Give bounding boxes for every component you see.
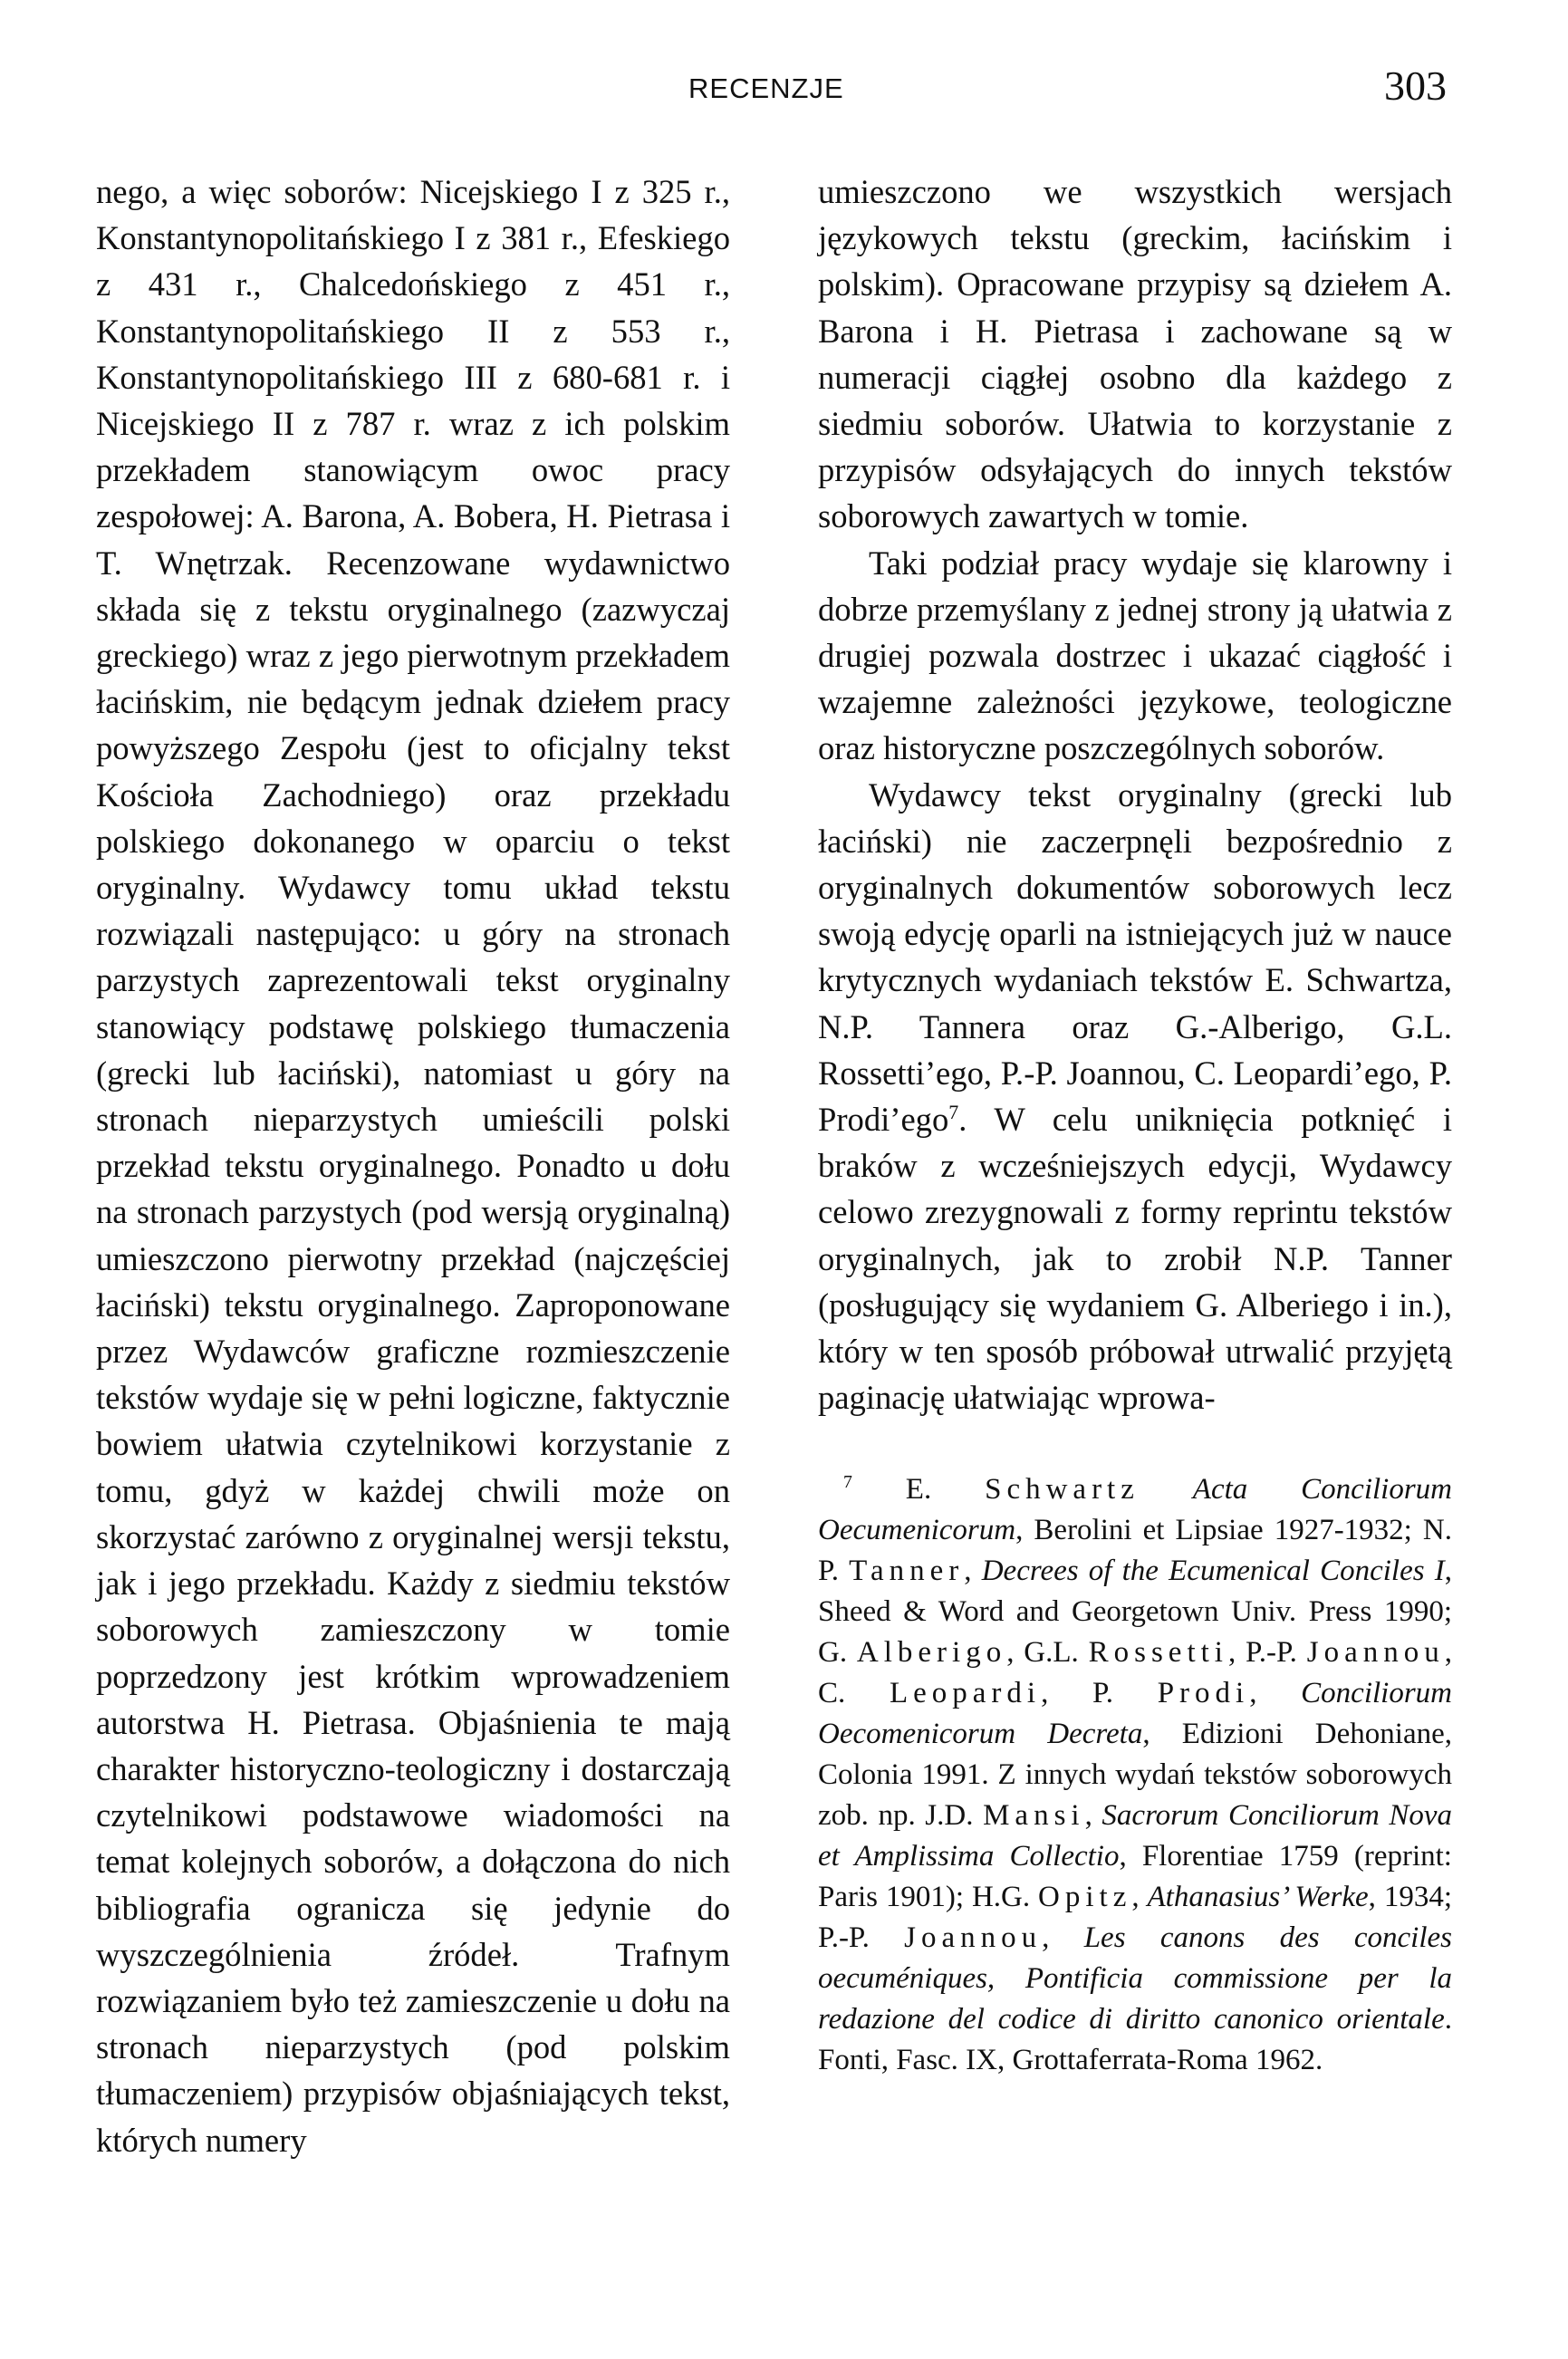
author-name: Joannou [904, 1921, 1043, 1955]
footnote-text: , [1131, 1881, 1148, 1914]
work-title: Les canons des conciles oecuméniques, Pontificia commissione per la redazione del codice di diritto canonico orientale [818, 1921, 1452, 2036]
footnote-text: , Edizioni Dehoniane, Colonia 1991. Z innych wydań tekstów soborowych zob. np. J.D. [818, 1718, 1452, 1833]
footnote-text: , Berolini et Lipsiae 1927-1932; N. P. [818, 1514, 1452, 1588]
work-title: Conciliorum Oecomenicorum Decreta [818, 1677, 1452, 1751]
footnote-text: , C. [818, 1636, 1452, 1710]
footnote-text: , P.-P. [1227, 1636, 1307, 1670]
work-title: Decrees of the Ecumenical Conciles I [981, 1555, 1445, 1588]
right-column [818, 168, 1452, 2081]
paragraph-text: . W celu uniknięcia potknięć i braków z wcześniejszych edycji, Wydawcy celowo zrezygnowali z formy reprintu tekstów oryginalnych, jak to zrobił N.P. Tanner (posługujący się wydaniem G. Alberiego i in.), który w ten sposób próbował utrwalić przyjętą paginację ułatwiając wprowa- [818, 1101, 1452, 1417]
work-title: Acta Conciliorum Oecumenicorum [818, 1473, 1453, 1547]
footnote-text [1140, 1473, 1193, 1506]
footnote-text: . Fonti, Fasc. IX, Grottaferrata-Roma 1962. [818, 2003, 1452, 2077]
body-paragraph: nego, a więc soborów: Nicejskiego I z 325 r., Konstantynopolitańskiego I z 381 r., Efeskiego z 431 r., Chalcedońskiego z 451 r., Konstantynopolitańskiego II z 553 r., Konstantynopolitańskiego III z 680-681 r. i Nicejskiego II z 787 r. wraz z ich polskim przekładem stanowiącym owoc pracy zespołowej: A. Barona, A. Bobera, H. Pietrasa i T. Wnętrzak. Recenzowane wydawnictwo składa się z tekstu oryginalnego (zazwyczaj greckiego) wraz z jego pierwotnym przekładem łacińskim, nie będącym jednak dziełem pracy powyższego Zespołu (jest to oficjalny tekst Kościoła Zachodniego) oraz przekładu polskiego dokonanego w oparciu o tekst oryginalny. Wydawcy tomu układ tekstu rozwiązali następująco: u góry na stronach parzystych zaprezentowali tekst oryginalny stanowiący podstawę polskiego tłumaczenia (grecki lub łaciński), natomiast u góry na stronach nieparzystych umieścili polski przekład tekstu oryginalnego. Ponadto u dołu na stronach parzystych (pod wersją oryginalną) umieszczono pierwotny przekład (najczęściej łaciński) tekstu oryginalnego. Zaproponowane przez Wydawców graficzne rozmieszczenie tekstów wydaje się w pełni logiczne, faktycznie bowiem ułatwia czytelnikowi korzystanie z tomu, gdyż w każdej chwili może on skorzystać zarówno z oryginalnej wersji tekstu, jak i jego przekładu. Każdy z siedmiu tekstów soborowych zamieszczony w tomie poprzedzony jest krótkim wprowadzeniem autorstwa H. Pietrasa. Objaśnienia te mają charakter historyczno-teologiczny i dostarczają czytelnikowi podstawowe wiadomości na temat kolejnych soborów, a dołączona do nich bibliografia ogranicza się jedynie do wyszczególnienia źródeł. Trafnym rozwiązaniem było też zamieszczenie u dołu na stronach nieparzystych (pod polskim tłumaczeniem) przypisów objaśniających tekst, których numery [96, 173, 730, 2159]
footnote [818, 1469, 1452, 2081]
body-paragraph-continued: umieszczono we wszystkich wersjach językowych tekstu (greckim, łacińskim i polskim). Opracowane przypisy są dziełem A. Barona i H. Pietrasa i zachowane są w numeracji ciągłej osobno dla każdego z siedmiu soborów. Ułatwia to korzystanie z przypisów odsyłających do innych tekstów soborowych zawartych w tomie. [818, 173, 1452, 535]
footnote-text: , 1934; P.-P. [818, 1881, 1452, 1955]
footnote-text: , Sheed & Word and Georgetown Univ. Press 1990; G. [818, 1555, 1452, 1670]
page-header [0, 56, 1568, 120]
paragraph-text: Wydawcy tekst oryginalny (grecki lub łaciński) nie zaczerpnęli bezpośrednio z oryginalnych dokumentów soborowych lecz swoją edycję oparli na istniejących już w nauce krytycznych wydaniach tekstów E. Schwartza, N.P. Tannera oraz G.-Alberigo, G.L. Rossetti’ego, P.-P. Joannou, C. Leopardi’ego, P. Prodi’ego [818, 775, 1452, 1139]
footnote-text: , [1084, 1799, 1102, 1833]
left-column [96, 168, 730, 2163]
author-name: Prodi [1157, 1677, 1250, 1710]
footnote-text: , [1249, 1677, 1302, 1710]
work-title: Athanasius’ Werke [1147, 1881, 1369, 1914]
author-name: Tanner [849, 1555, 965, 1588]
author-name: Mansi [983, 1799, 1085, 1833]
author-name: Alberigo [856, 1636, 1007, 1670]
page-number: 303 [1384, 63, 1447, 109]
footnote-text: , [1042, 1921, 1084, 1955]
footnote-text: , G.L. [1006, 1636, 1089, 1670]
author-name: Leopardi [889, 1677, 1042, 1710]
body-paragraph: Taki podział pracy wydaje się klarowny i dobrze przemyślany z jednej strony ją ułatwia z drugiej pozwala dostrzec i ukazać ciągłość i wzajemne zależności językowe, teologiczne oraz historyczne poszczególnych soborów. [818, 544, 1452, 767]
footnote-text: , P. [1041, 1677, 1158, 1710]
author-name: Rossetti [1088, 1636, 1228, 1670]
running-head: RECENZJE [688, 72, 844, 104]
work-title: Sacrorum Conciliorum Nova et Amplissima Collectio [818, 1799, 1453, 1873]
footnote-text: , Florentiae 1759 (reprint: Paris 1901); H.G. [818, 1840, 1452, 1914]
footnote-text: E. [851, 1473, 986, 1507]
footnote-reference: 7 [948, 1100, 959, 1123]
footnote-marker: 7 [843, 1472, 852, 1493]
author-name: Opitz [1038, 1881, 1132, 1914]
body-paragraph [818, 772, 1452, 1421]
author-name: Schwartz [985, 1473, 1140, 1507]
footnote-text: , [964, 1555, 982, 1588]
author-name: Joannou [1306, 1636, 1445, 1670]
